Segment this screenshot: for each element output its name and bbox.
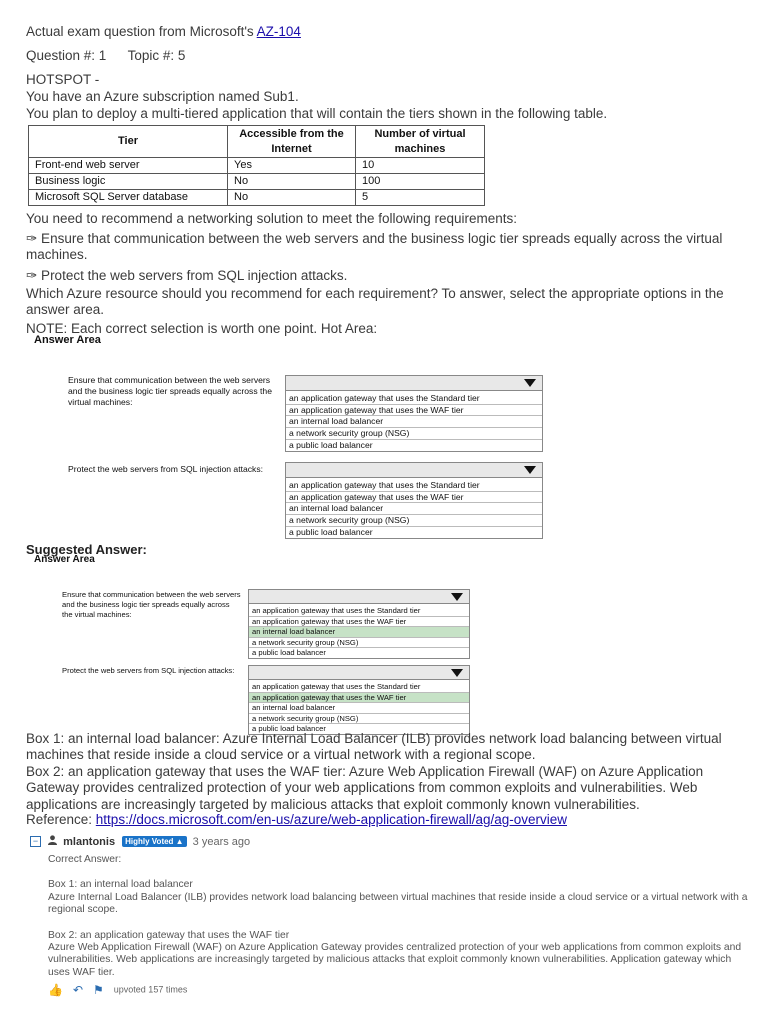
collapse-icon[interactable]: − [30,836,41,847]
exam-link[interactable]: AZ-104 [256,24,301,39]
question-paragraph-1: You have an Azure subscription named Sub1. [26,89,299,104]
table-header-cell: Number of virtual machines [356,126,485,158]
table-cell: 100 [356,174,485,190]
highly-voted-badge [122,836,186,847]
table-cell: Yes [228,158,356,174]
question-paragraph-2: You plan to deploy a multi-tiered application that will contain the tiers shown in the following table. [26,106,608,121]
chevron-down-icon [451,669,463,677]
table-row [29,174,485,190]
question-number: Question #: 1 [26,48,107,63]
tiers-table [28,125,485,206]
suggested-dropdown-2 [248,665,470,735]
hot-area-q1-text: Ensure that communication between the web servers and the business logic tier spreads equally across the virtual machines: [68,375,272,407]
table-header-row [29,126,485,158]
exam-source-text: Actual exam question from Microsoft's [26,24,257,39]
table-cell: Business logic [29,174,228,190]
suggested-dropdown-1-header [249,590,469,604]
suggested-option: an application gateway that uses the WAF tier [249,617,469,628]
dropdown-option[interactable]: a public load balancer [289,439,373,450]
comment-footer [48,983,187,997]
dropdown-option[interactable]: an application gateway that uses the WAF tier [286,405,542,417]
comment-line: Azure Internal Load Balancer (ILB) provides network load balancing between virtual machines that reside inside a cloud service or a virtual network with a regional scope. [48,892,748,916]
question-paragraph-5: NOTE: Each correct selection is worth one point. Hot Area: [26,321,378,336]
chevron-down-icon[interactable] [524,379,536,387]
comment-header [30,835,250,851]
dropdown-option[interactable]: an application gateway that uses the Standard tier [286,393,542,405]
suggested-option: an application gateway that uses the Standard tier [249,682,469,693]
reply-icon[interactable]: ↶ [72,983,84,997]
suggested-dropdown-2-header [249,666,469,680]
chevron-down-icon [451,593,463,601]
thumbs-up-icon: ▲ [175,837,184,846]
suggested-dropdown-1 [248,589,470,659]
suggested-option: a network security group (NSG) [249,638,469,649]
dropdown-option[interactable]: an internal load balancer [286,416,542,428]
dropdown-option[interactable]: an application gateway that uses the Standard tier [286,480,542,492]
reference-line [26,812,748,828]
question-paragraph-3: You need to recommend a networking solution to meet the following requirements: [26,211,518,226]
exam-source-line [26,24,301,40]
upvote-count: upvoted 157 times [113,984,188,995]
table-cell: No [228,174,356,190]
suggested-option-selected: an application gateway that uses the WAF tier [249,693,469,704]
highly-voted-text: Highly Voted [125,837,174,846]
suggested-option: an application gateway that uses the Standard tier [249,606,469,617]
comment-line: Box 1: an internal load balancer [48,879,193,890]
table-header-cell: Accessible from the Internet [228,126,356,158]
suggested-option: a network security group (NSG) [249,714,469,725]
table-cell: Microsoft SQL Server database [29,190,228,206]
table-cell: Front-end web server [29,158,228,174]
answer-area-title: Answer Area [34,334,101,346]
table-row [29,158,485,174]
suggested-option: a public load balancer [252,648,326,658]
reference-label: Reference: [26,812,96,827]
reference-link[interactable]: https://docs.microsoft.com/en-us/azure/web-application-firewall/ag/ag-overview [95,812,567,827]
comment-time: 3 years ago [192,835,251,848]
dropdown-box-1-header[interactable] [286,376,542,391]
dropdown-box-2-header[interactable] [286,463,542,478]
comment-line: Correct Answer: [48,854,122,865]
chevron-down-icon[interactable] [524,466,536,474]
explanation-box-1: Box 1: an internal load balancer: Azure Internal Load Balancer (ILB) provides network load balancing between virtual machines that reside inside a cloud service or a virtual network with a regional scope. [26,731,722,763]
dropdown-option[interactable]: a network security group (NSG) [286,428,542,440]
hot-area-q2-text: Protect the web servers from SQL injection attacks: [68,464,264,474]
suggested-q2-text: Protect the web servers from SQL injection attacks: [62,666,235,675]
dropdown-option[interactable]: an application gateway that uses the WAF tier [286,492,542,504]
comment-line: Box 2: an application gateway that uses the WAF tier [48,930,290,941]
suggested-option-selected: an internal load balancer [249,627,469,638]
suggested-option: an internal load balancer [249,703,469,714]
question-paragraph-4: Which Azure resource should you recommend for each requirement? To answer, select the appropriate options in the answer area. [26,286,724,318]
suggested-answer-area-title: Answer Area [34,554,95,565]
question-type: HOTSPOT - [26,72,100,87]
table-cell: 10 [356,158,485,174]
comment-line: Azure Web Application Firewall (WAF) on Azure Application Gateway provides centralized protection of your web applications from common exploits and vulnerabilities. Web applications are increasingly targeted by malicious attacks that exploit commonly known vulnerabilities. Application gateway which uses WAF tier. [48,942,742,978]
table-cell: 5 [356,190,485,206]
table-cell: No [228,190,356,206]
topic-number: Topic #: 5 [127,48,186,63]
dropdown-box-1[interactable] [285,375,543,452]
suggested-option: a public load balancer [252,724,326,734]
question-meta [26,48,185,64]
flag-icon[interactable]: ⚑ [93,983,104,997]
upvote-icon[interactable]: 👍 [48,983,63,997]
suggested-q1-text: Ensure that communication between the web servers and the business logic tier spreads equally across the virtual machines: [62,590,241,619]
comment-username[interactable]: mlantonis [63,835,116,848]
dropdown-box-2[interactable] [285,462,543,539]
table-row [29,190,485,206]
requirement-1: ✑ Ensure that communication between the web servers and the business logic tier spreads equally across the virtual machines. [26,231,723,263]
dropdown-option[interactable]: a public load balancer [289,526,373,537]
dropdown-option[interactable]: an internal load balancer [286,503,542,515]
suggested-answer-label: Suggested Answer: [26,542,147,557]
user-icon [48,835,57,848]
table-header-cell: Tier [29,126,228,158]
explanation-box-2: Box 2: an application gateway that uses the WAF tier: Azure Web Application Firewall (WAF) on Azure Application Gateway provides centralized protection of your web applications from common exploits and vulnerabilities. Web applications are increasingly targeted by malicious attacks that exploit commonly known vulnerabilities. [26,764,704,812]
dropdown-option[interactable]: a network security group (NSG) [286,515,542,527]
requirement-2: ✑ Protect the web servers from SQL injection attacks. [26,268,348,283]
